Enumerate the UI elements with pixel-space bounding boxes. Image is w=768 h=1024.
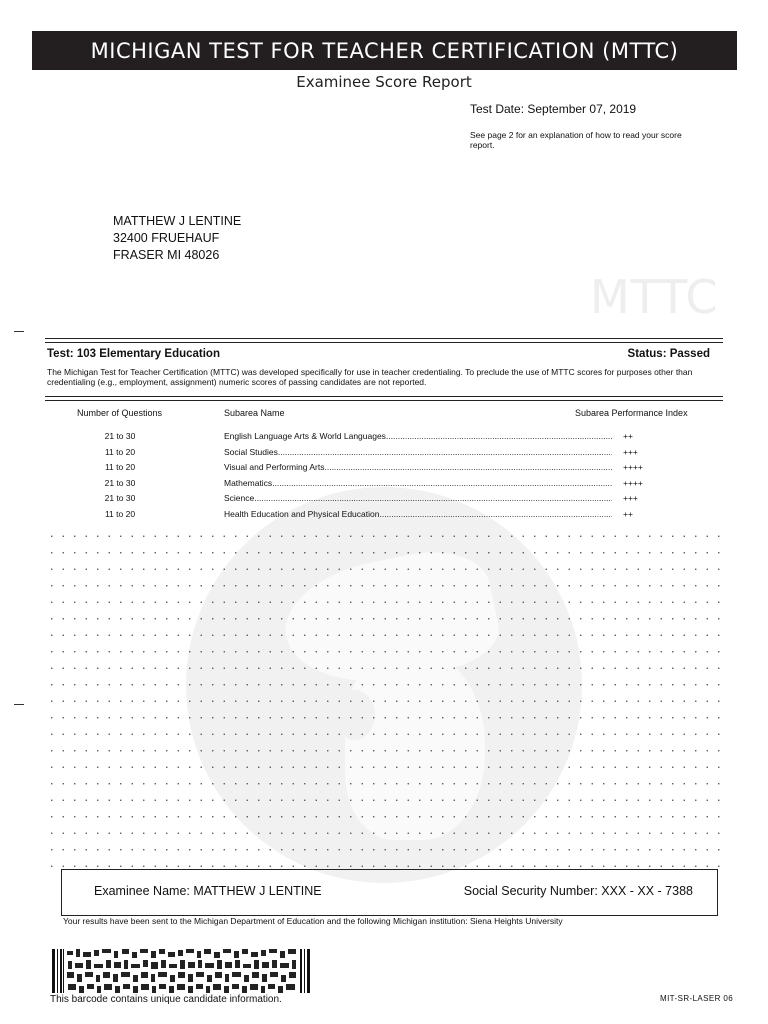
table-row [0,447,768,462]
test-title: Test: 103 Elementary Education [47,348,220,360]
header-subarea: Subarea Name [224,408,285,418]
row-questions: 21 to 30 [104,493,136,503]
table-row [0,478,768,493]
top-rule-1 [45,338,723,339]
row-subarea: Mathematics ..... [224,478,612,488]
report-header [32,31,737,70]
row-index: ++++ [623,477,643,488]
row-subarea: Health Education and Physical Education ..... [224,509,612,519]
results-sent-note: Your results have been sent to the Michigan Department of Education and the following Michigan institution: Siena Heights University [63,916,563,926]
row-questions: 11 to 20 [104,446,136,457]
header-questions: Number of Questions [77,408,163,418]
see-page-note: See page 2 for an explanation of how to read your score report. [470,130,682,150]
report-title: MICHIGAN TEST FOR TEACHER CERTIFICATION (MTTC) [90,38,679,63]
test-status: Status: Passed [627,348,710,360]
table-rule-2 [45,400,723,401]
row-questions: 11 to 20 [104,462,136,472]
row-questions: 11 to 20 [104,508,136,519]
row-index: ++ [623,508,633,519]
row-subarea: Social Studies ..... [224,447,612,457]
table-rule-1 [45,396,723,397]
test-date: Test Date: September 07, 2019 [470,102,637,116]
report-subtitle: Examinee Score Report [296,73,472,91]
table-row [0,462,768,477]
address-name: MATTHEW J LENTINE [113,214,242,228]
table-row [0,509,768,524]
row-index: ++ [623,431,633,441]
margin-tick-middle [14,704,24,705]
ssn-masked: Social Security Number: XXX - XX - 7388 [463,884,693,898]
address-city: FRASER MI 48026 [113,248,220,262]
row-index: ++++ [623,462,643,472]
row-questions: 21 to 30 [104,477,136,488]
table-row [0,493,768,508]
row-subarea: English Language Arts & World Languages ..... [224,431,612,441]
margin-tick-top [14,331,24,332]
row-subarea: Visual and Performing Arts ..... [224,462,612,472]
barcode [52,949,310,993]
table-row [0,431,768,446]
mailing-address [113,213,241,264]
form-code: MIT-SR-LASER 06 [660,994,734,1003]
row-questions: 21 to 30 [104,431,136,441]
row-index: +++ [623,446,638,457]
dot-grid [46,528,722,868]
header-index: Subarea Performance Index [575,408,688,418]
top-rule-2 [45,342,723,343]
mttc-watermark: MTTC [590,270,719,324]
examinee-name: Examinee Name: MATTHEW J LENTINE [94,884,322,898]
address-street: 32400 FRUEHAUF [113,231,220,245]
barcode-note: This barcode contains unique candidate information. [50,994,282,1005]
row-index: +++ [623,493,638,503]
examinee-info-box [61,869,718,916]
row-subarea: Science ..... [224,493,612,503]
disclaimer-text: The Michigan Test for Teacher Certification (MTTC) was developed specifically for use in teacher credentialing. To preclude the use of MTTC scores for purposes other than credentialing (e.g., employment, assignment) numeric scores of passing candidates are not reported. [47,367,693,387]
